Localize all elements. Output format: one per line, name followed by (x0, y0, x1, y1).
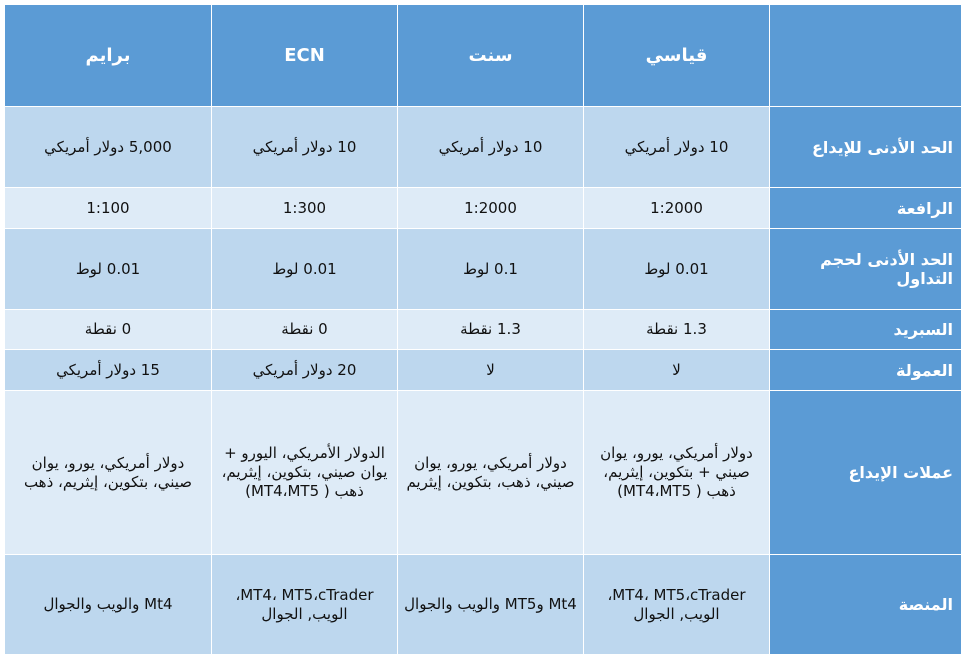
table-cell: لا (398, 350, 584, 391)
table-cell: دولار أمريكي، يورو، يوان صيني + بتكوين، إيثريم، ذهب ( MT4،MT5) (584, 391, 770, 555)
table-cell: 1:300 (212, 188, 398, 229)
table-row-leverage (5, 188, 962, 229)
table-cell: 1.3 نقطة (584, 310, 770, 350)
header-corner-cell (770, 5, 962, 107)
table-row-commission (5, 350, 962, 391)
column-header-cent: سنت (398, 5, 584, 107)
row-label: الرافعة (770, 188, 962, 229)
table-row-platform (5, 555, 962, 655)
row-label: الحد الأدنى لحجم التداول (770, 229, 962, 310)
table-row-min-deposit (5, 107, 962, 188)
table-cell: دولار أمريكي، يورو، يوان صيني، ذهب، بتكوين، إيثريم (398, 391, 584, 555)
comparison-table-wrapper (4, 4, 962, 655)
table-cell: 0 نقطة (5, 310, 212, 350)
column-header-standard: قياسي (584, 5, 770, 107)
header-row (5, 5, 962, 107)
row-label: السبريد (770, 310, 962, 350)
table-cell: 1:2000 (584, 188, 770, 229)
table-cell: لا (584, 350, 770, 391)
table-row-min-volume (5, 229, 962, 310)
table-cell: 5,000 دولار أمريكي (5, 107, 212, 188)
table-cell: MT4، MT5،cTrader، الويب, الجوال (212, 555, 398, 655)
table-cell: الدولار الأمريكي، اليورو + يوان صيني، بتكوين، إيثريم، ذهب ( MT4،MT5) (212, 391, 398, 555)
table-cell: Mt4 والويب والجوال (5, 555, 212, 655)
table-cell: 0.01 لوط (5, 229, 212, 310)
row-label: عملات الإيداع (770, 391, 962, 555)
column-header-prime: برايم (5, 5, 212, 107)
table-row-spread (5, 310, 962, 350)
row-label: الحد الأدنى للإيداع (770, 107, 962, 188)
table-cell: 1:2000 (398, 188, 584, 229)
table-cell: 10 دولار أمريكي (584, 107, 770, 188)
column-header-ecn: ECN (212, 5, 398, 107)
table-cell: 0.01 لوط (212, 229, 398, 310)
table-row-deposit-currencies (5, 391, 962, 555)
table-cell: 20 دولار أمريكي (212, 350, 398, 391)
account-comparison-table (4, 4, 962, 655)
table-cell: 1:100 (5, 188, 212, 229)
row-label: العمولة (770, 350, 962, 391)
table-cell: 0 نقطة (212, 310, 398, 350)
table-cell: 0.01 لوط (584, 229, 770, 310)
row-label: المنصة (770, 555, 962, 655)
table-cell: 10 دولار أمريكي (398, 107, 584, 188)
table-cell: 10 دولار أمريكي (212, 107, 398, 188)
table-cell: 0.1 لوط (398, 229, 584, 310)
table-cell: 1.3 نقطة (398, 310, 584, 350)
table-cell: Mt4 وMT5 والويب والجوال (398, 555, 584, 655)
table-cell: MT4، MT5،cTrader، الويب, الجوال (584, 555, 770, 655)
table-cell: 15 دولار أمريكي (5, 350, 212, 391)
table-cell: دولار أمريكي، يورو، يوان صيني، بتكوين، إيثريم، ذهب (5, 391, 212, 555)
